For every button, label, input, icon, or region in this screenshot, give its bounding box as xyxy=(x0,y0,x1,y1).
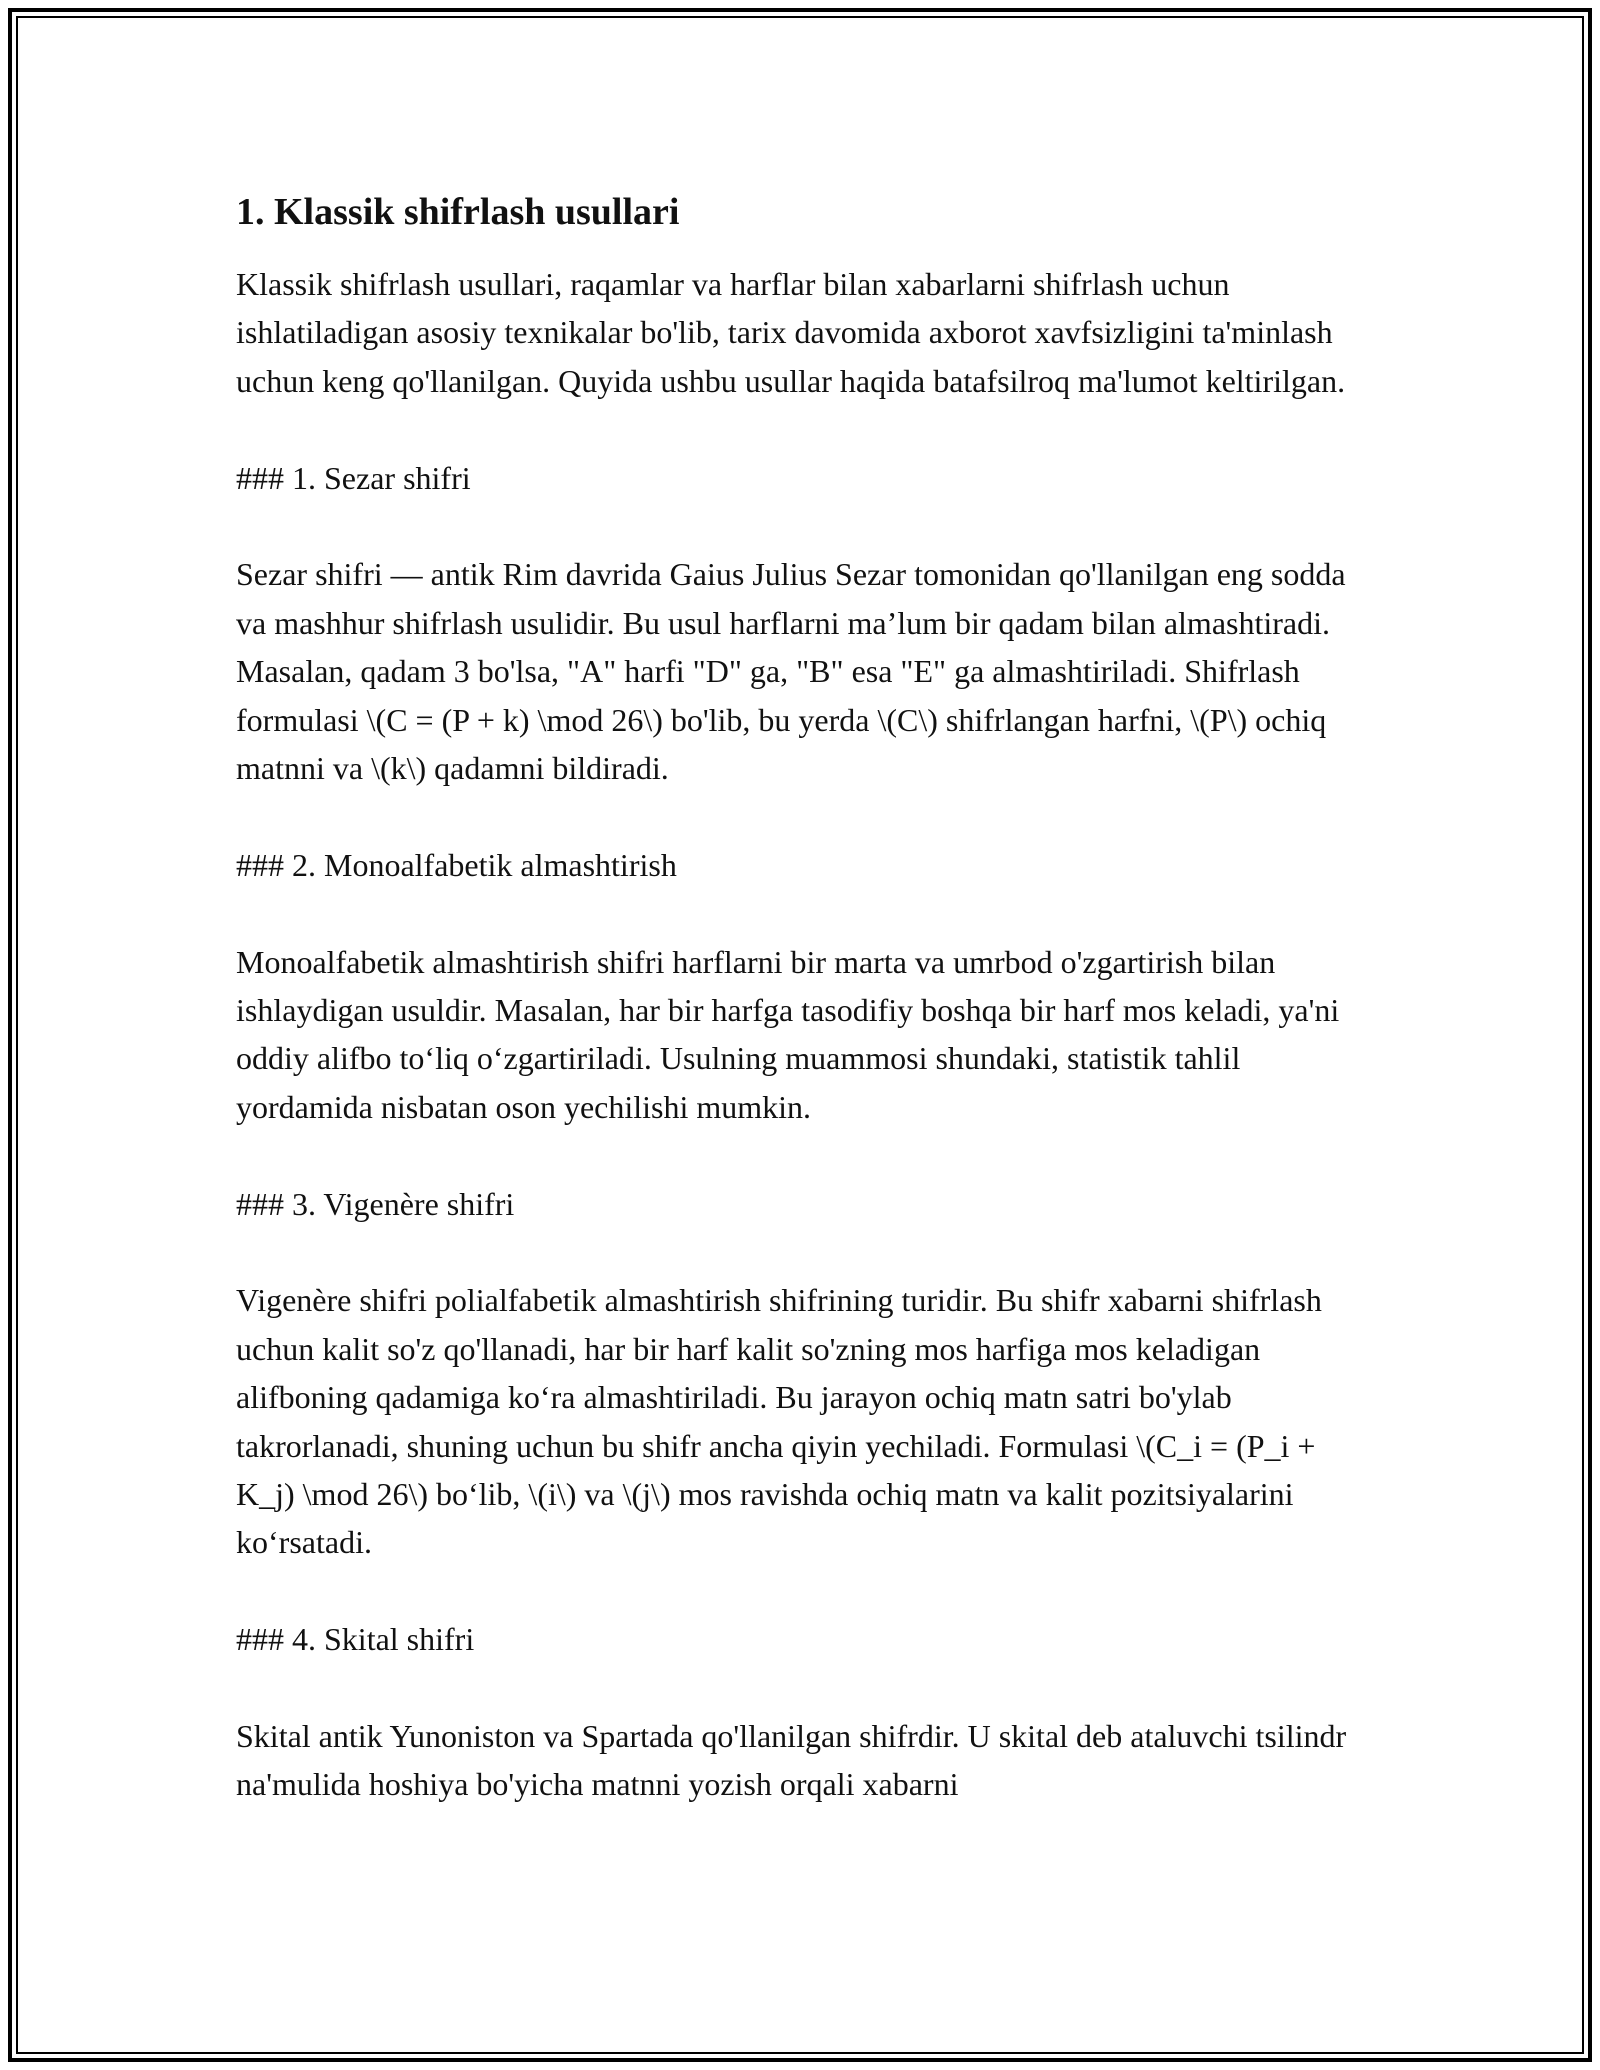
spacer xyxy=(236,1567,1376,1615)
section-heading: ### 2. Monoalfabetik almashtirish xyxy=(236,846,677,883)
section-paragraph: Skital antik Yunoniston va Spartada qo'llanilgan shifrdir. U skital deb ataluvchi tsilindr na'mulida hoshiya bo'yicha matnni yozish orqali xabarni xyxy=(236,1718,1347,1803)
spacer xyxy=(236,1664,1376,1712)
document-body xyxy=(236,186,1376,1809)
section-vigenere xyxy=(236,1180,1376,1616)
section-paragraph: Sezar shifri — antik Rim davrida Gaius Julius Sezar tomonidan qo'llanilgan eng sodda va mashhur shifrlash usulidir. Bu usul harflarni ma’lum bir qadam bilan almashtiradi. Masalan, qadam 3 bo'lsa, "A" harfi "D" ga, "B" esa "E" ga almashtiriladi. Shifrlash formulasi \(C = (P + k) \mod 26\) bo'lib, bu yerda \(C\) shifrlangan harfni, \(P\) ochiq matnni va \(k\) qadamni bildiradi. xyxy=(236,556,1346,787)
section-heading: ### 4. Skital shifri xyxy=(236,1621,475,1658)
spacer xyxy=(236,502,1376,550)
section-sezar xyxy=(236,454,1376,841)
section-heading: ### 1. Sezar shifri xyxy=(236,459,471,496)
section-heading: ### 3. Vigenère shifri xyxy=(236,1185,515,1222)
spacer xyxy=(236,792,1376,840)
section-skital xyxy=(236,1615,1376,1809)
spacer xyxy=(236,1228,1376,1276)
section-monoalfabetik xyxy=(236,841,1376,1180)
spacer xyxy=(236,405,1376,453)
section-paragraph: Monoalfabetik almashtirish shifri harflarni bir marta va umrbod o'zgartirish bilan ishlaydigan usuldir. Masalan, har bir harfga tasodifiy boshqa bir harf mos keladi, ya'ni oddiy alifbo to‘liq o‘zgartiriladi. Usulning muammosi shundaki, statistik tahlil yordamida nisbatan oson yechilishi mumkin. xyxy=(236,943,1340,1125)
intro-paragraph: Klassik shifrlash usullari, raqamlar va harflar bilan xabarlarni shifrlash uchun ishlatiladigan asosiy texnikalar bo'lib, tarix davomida axborot xavfsizligini ta'minlash uchun keng qo'llanilgan. Quyida ushbu usullar haqida batafsilroq ma'lumot keltirilgan. xyxy=(236,266,1346,399)
section-paragraph: Vigenère shifri polialfabetik almashtirish shifrining turidir. Bu shifr xabarni shifrlash uchun kalit so'z qo'llanadi, har bir harf kalit so'zning mos harfiga mos keladigan alifboning qadamiga ko‘ra almashtiriladi. Bu jarayon ochiq matn satri bo'ylab takrorlanadi, shuning uchun bu shifr ancha qiyin yechiladi. Formulasi \(C_i = (P_i + K_j) \mod 26\) bo‘lib, \(i\) va \(j\) mos ravishda ochiq matn va kalit pozitsiyalarini ko‘rsatadi. xyxy=(236,1282,1322,1561)
document-title: 1. Klassik shifrlash usullari xyxy=(236,191,680,233)
spacer xyxy=(236,889,1376,937)
spacer xyxy=(236,1131,1376,1179)
